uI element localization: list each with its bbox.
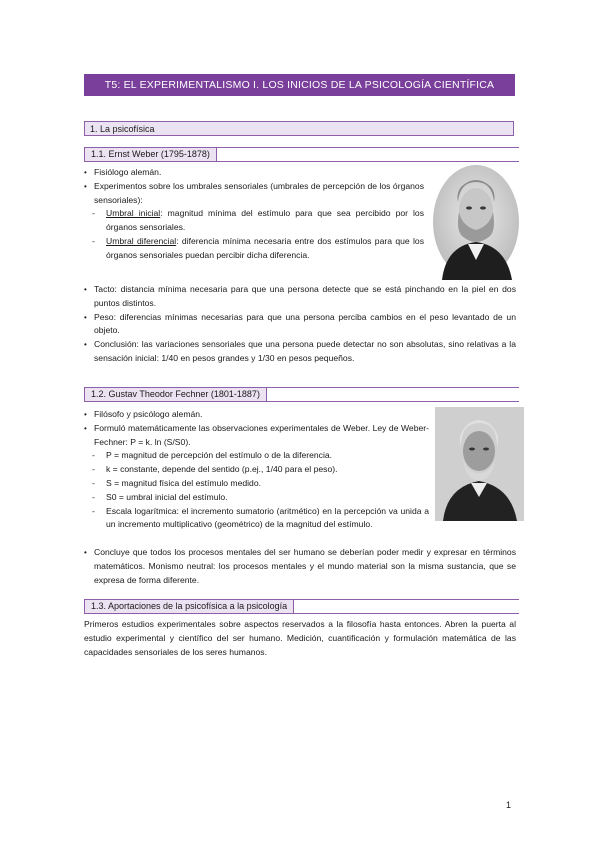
list-item: • Formuló matemáticamente las observaciones experimentales de Weber. Ley de Weber-Fechner: P = k. ln (S/S0).	[84, 422, 429, 450]
list-item	[84, 207, 424, 235]
fechner-portrait	[435, 407, 524, 521]
fechner-content	[84, 408, 429, 532]
list-item: • Fisiólogo alemán.	[84, 166, 424, 180]
subsection-label: 1.3. Aportaciones de la psicofísica a la psicología	[84, 599, 294, 614]
term: Umbral diferencial	[106, 235, 177, 246]
list-item: • Peso: diferencias mínimas necesarias para que una persona perciba cambios en el peso levantado de un objeto.	[84, 311, 516, 339]
term: Umbral inicial	[106, 208, 161, 219]
definition: : magnitud mínima del estímulo para que sea percibido por los órganos sensoriales.	[106, 208, 424, 233]
list-item: - Escala logarítmica: el incremento sumatorio (aritmético) en la percepción va unida a un incremento multiplicativo (geométrico) de la magnitud del estímulo.	[84, 505, 429, 533]
weber-content-2	[84, 283, 516, 366]
list-item: - k = constante, depende del sentido (p.ej., 1/40 para el peso).	[84, 463, 429, 477]
subsection-heading-fechner	[84, 387, 519, 402]
section-heading-psicofisica: 1. La psicofísica	[84, 121, 514, 136]
weber-content	[84, 166, 424, 263]
subsection-label: 1.2. Gustav Theodor Fechner (1801-1887)	[84, 387, 267, 402]
list-item: - S0 = umbral inicial del estímulo.	[84, 491, 429, 505]
fechner-content-2	[84, 546, 516, 587]
list-item: • Experimentos sobre los umbrales sensoriales (umbrales de percepción de los órganos sensoriales):	[84, 180, 424, 208]
list-item: • Concluye que todos los procesos mentales del ser humano se deberían poder medir y expresar en términos matemáticos. Monismo neutral: los procesos mentales y el mundo material son la misma sustancia, que se expresa de forma diferente.	[84, 546, 516, 587]
subsection-heading-aportaciones	[84, 599, 519, 614]
list-item: • Conclusión: las variaciones sensoriales que una persona puede detectar no son absolutas, sino relativas a la sensación inicial: 1/40 en pesos grandes y 1/30 en pesos pequeños.	[84, 338, 516, 366]
page-number: 1	[506, 800, 512, 810]
aportaciones-paragraph: Primeros estudios experimentales sobre aspectos reservados a la filosofía hasta entonces. Abren la puerta al estudio experimental y científico del ser humano. Medición, cuantificación y formulación matemática de las capacidades sensoriales de los seres humanos.	[84, 619, 516, 657]
definition: : diferencia mínima necesaria entre dos estímulos para que los órganos sensoriales puedan percibir dicha diferencia.	[106, 235, 424, 260]
list-item: • Filósofo y psicólogo alemán.	[84, 408, 429, 422]
list-item: - S = magnitud física del estímulo medido.	[84, 477, 429, 491]
list-item: • Tacto: distancia mínima necesaria para que una persona detecte que se está pinchando en la piel en dos puntos distintos.	[84, 283, 516, 311]
subsection-label: 1.1. Ernst Weber (1795-1878)	[84, 147, 217, 162]
list-item	[84, 235, 424, 263]
document-title: T5: EL EXPERIMENTALISMO I. LOS INICIOS DE LA PSICOLOGÍA CIENTÍFICA	[84, 74, 515, 96]
subsection-heading-weber	[84, 147, 519, 162]
list-item: - P = magnitud de percepción del estímulo o de la diferencia.	[84, 449, 429, 463]
weber-portrait	[432, 164, 520, 280]
